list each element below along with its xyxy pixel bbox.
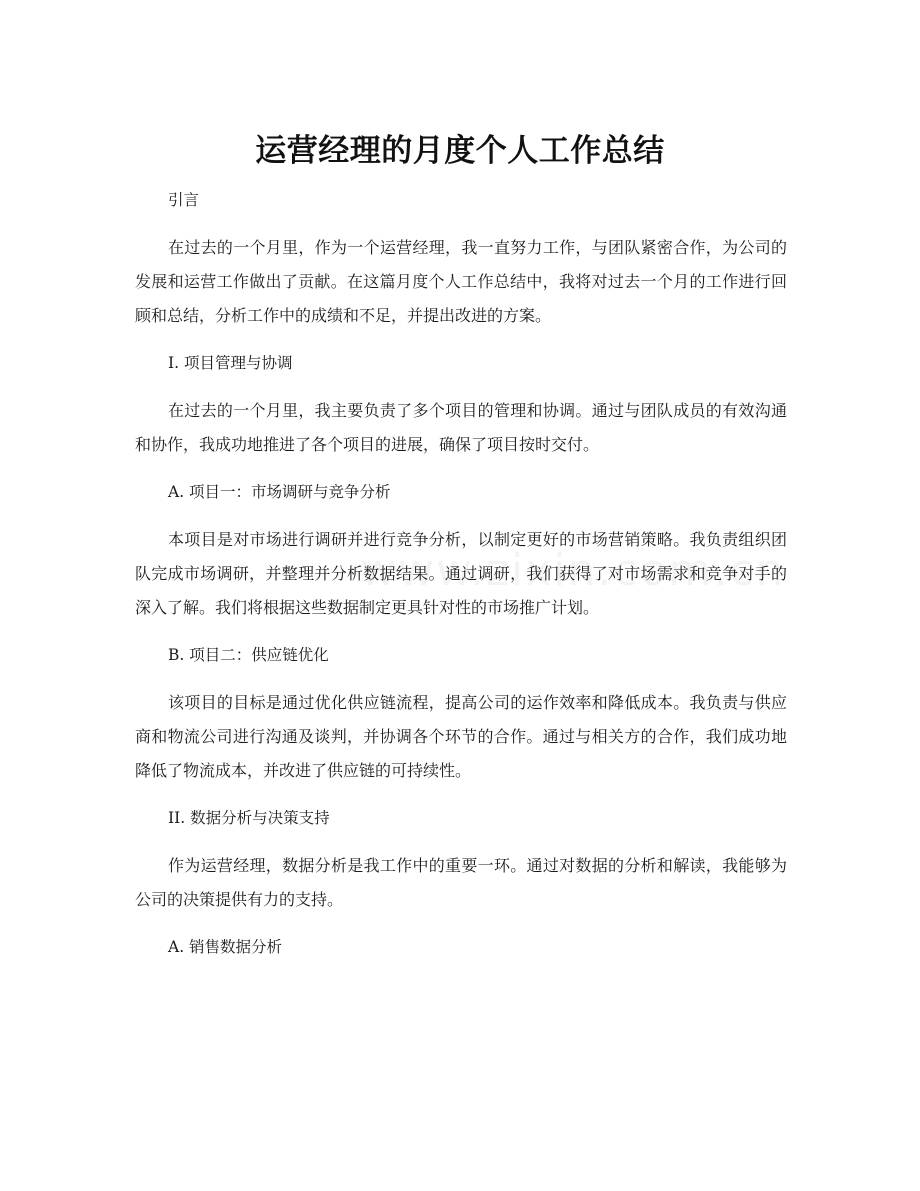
section2-heading: II. 数据分析与决策支持 bbox=[168, 809, 330, 827]
section2-paragraph: 作为运营经理，数据分析是我工作中的重要一环。通过对数据的分析和解读，我能够为公司的决策提供有力的支持。 bbox=[135, 856, 787, 909]
document-title: 运营经理的月度个人工作总结 bbox=[255, 132, 665, 169]
section2a-heading: A. 销售数据分析 bbox=[168, 938, 283, 956]
section1b-paragraph: 该项目的目标是通过优化供应链流程，提高公司的运作效率和降低成本。我负责与供应商和物流公司进行沟通及谈判，并协调各个环节的合作。通过与相关方的合作，我们成功地降低了物流成本，并改进了供应链的可持续性。 bbox=[135, 693, 787, 780]
section1-paragraph: 在过去的一个月里，我主要负责了多个项目的管理和协调。通过与团队成员的有效沟通和协作，我成功地推进了各个项目的进展，确保了项目按时交付。 bbox=[135, 401, 787, 454]
section1-heading: I. 项目管理与协调 bbox=[168, 354, 293, 372]
document-body bbox=[135, 183, 787, 964]
intro-paragraph: 在过去的一个月里，作为一个运营经理，我一直努力工作，与团队紧密合作，为公司的发展和运营工作做出了贡献。在这篇月度个人工作总结中，我将对过去一个月的工作进行回顾和总结，分析工作中的成绩和不足，并提出改进的方案。 bbox=[135, 238, 787, 325]
intro-heading: 引言 bbox=[168, 191, 200, 209]
section1b-heading: B. 项目二：供应链优化 bbox=[168, 646, 329, 664]
section1a-heading: A. 项目一：市场调研与竞争分析 bbox=[168, 483, 391, 501]
section1a-paragraph: 本项目是对市场进行调研并进行竞争分析，以制定更好的市场营销策略。我负责组织团队完成市场调研，并整理并分析数据结果。通过调研，我们获得了对市场需求和竞争对手的深入了解。我们将根据这些数据制定更具针对性的市场推广计划。 bbox=[135, 530, 787, 617]
